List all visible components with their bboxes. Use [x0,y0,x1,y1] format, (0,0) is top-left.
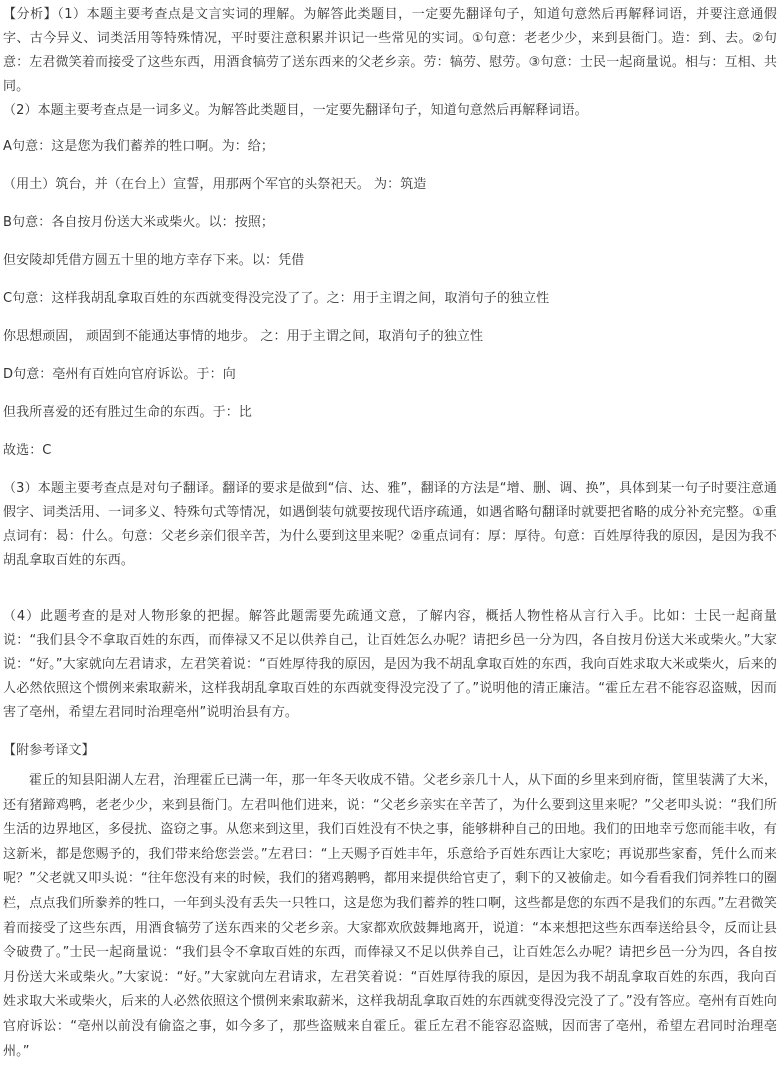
option-a-line-2: （用土）筑台，并（在台上）宣誓，用那两个军官的头祭祀天。 为：筑造 [3,177,427,192]
option-b-line-2: 但安陵却凭借方圆五十里的地方幸存下来。以：凭借 [3,253,305,268]
option-c-line-2: 你思想顽固， 顽固到不能通达事情的地步。 之：用于主谓之间，取消句子的独立性 [3,329,484,344]
option-c-line-1: C句意：这样我胡乱拿取百姓的东西就变得没完没了了。之：用于主谓之间，取消句子的独立性 [3,291,550,306]
analysis-part-2-intro: （2）本题主要考查点是一词多义。为解答此类题目，一定要先翻译句子，知道句意然后再解释词语。 [3,103,588,118]
translation-header: 【附参考译文】 [3,743,95,758]
answer-choice: 故选：C [3,443,52,458]
analysis-tag: 【分析】 [3,7,58,22]
analysis-part-4: （4）此题考查的是对人物形象的把握。解答此题需要先疏通文意，了解内容，概括人物性格从言行入手。比如：士民一起商量说：“我们县令不拿取百姓的东西，而俸禄又不足以供养自己，让百姓怎么办呢？请把乡邑一分为四，各自按月份送大米或柴火。”大家说：“好。”大家就向左君请求，左君笑着说：“百姓厚待我的原因，是因为我不胡乱拿取百姓的东西，我向百姓求取大米或柴火，后来的人必然依照这个惯例来索取薪米，这样我胡乱拿取百姓的东西就变得没完没了了。”说明他的清正廉洁。“霍丘左君不能容忍盗贼，因而害了亳州，希望左君同时治理亳州”说明治县有方。 [3,609,777,720]
analysis-part-1-text: （1）本题主要考查点是文言实词的理解。为解答此类题目，一定要先翻译句子，知道句意然后再解释词语，并要注意通假字、古今异义、词类活用等特殊情况，平时要注意积累并识记一些常见的实词。①句意：老老少少，来到县衙门。造：到、去。②句意：左君微笑着而接受了这些东西，用酒食犒劳了送东西来的父老乡亲。劳：犒劳、慰劳。③句意：士民一起商量说。相与：互相、共同。 [3,7,777,94]
analysis-part-3: （3）本题主要考查点是对句子翻译。翻译的要求是做到“信、达、雅”，翻译的方法是“增、删、调、换”，具体到某一句子时要注意通假字、词类活用、一词多义、特殊句式等情况，如遇倒装句就要按现代语序疏通，如遇省略句翻译时就要把省略的成分补充完整。①重点词有：曷：什么。句意：父老乡亲们很辛苦，为什么要到这里来呢？②重点词有：厚：厚待。句意：百姓厚待我的原因，是因为我不胡乱拿取百姓的东西。 [3,481,777,568]
option-a-line-1: A句意：这是您为我们蓄养的牲口啊。为：给； [3,139,274,154]
analysis-part-1 [3,3,777,99]
option-d-line-2: 但我所喜爱的还有胜过生命的东西。于：比 [3,405,252,420]
translation-body: 霍丘的知县阳湖人左君，治理霍丘已满一年，那一年冬天收成不错。父老乡亲几十人，从下面的乡里来到府衙，筐里装满了大米，还有猪蹄鸡鸭，老老少少，来到县衙门。左君叫他们进来，说：“父老乡亲实在辛苦了，为什么要到这里来呢？”父老叩头说：“我们所生活的边界地区，多侵扰、盗窃之事。从您来到这里，我们百姓没有不快之事，能够耕种自己的田地。我们的田地幸亏您而能丰收，有这新米，都是您赐予的，我们带来给您尝尝。”左君曰：“上天赐予百姓丰年，乐意给予百姓东西让大家吃；再说那些家畜，凭什么而来呢？”父老就又叩头说：“往年您没有来的时候，我们的猪鸡鹅鸭，都用来提供给官吏了，剩下的又被偷走。如今看看我们饲养牲口的圈栏，点点我们所豢养的牲口，一年到头没有丢失一只牲口，这是您为我们蓄养的牲口啊，这些都是您的东西不是我们的东西。”左君微笑着而接受了这些东西，用酒食犒劳了送东西来的父老乡亲。大家都欢欣鼓舞地离开，说道：“本来想把这些东西奉送给县令，反而让县令破费了。”士民一起商量说：“我们县令不拿取百姓的东西，而俸禄又不足以供养自己，让百姓怎么办呢？请把乡邑一分为四，各自按月份送大米或柴火。”大家说：“好。”大家就向左君请求，左君笑着说：“百姓厚待我的原因，是因为我不胡乱拿取百姓的东西，我向百姓求取大米或柴火，后来的人必然依照这个惯例来索取薪米，这样我胡乱拿取百姓的东西就变得没完没了了。”没有答应。亳州有百姓向官府诉讼：“亳州以前没有偷盗之事，如今多了，那些盗贼来自霍丘。霍丘左君不能容忍盗贼，因而害了亳州，希望左君同时治理亳州。” [3,773,777,1059]
option-d-line-1: D句意：亳州有百姓向官府诉讼。于：向 [3,367,236,382]
option-b-line-1: B句意：各自按月份送大米或柴火。以：按照； [3,215,275,230]
